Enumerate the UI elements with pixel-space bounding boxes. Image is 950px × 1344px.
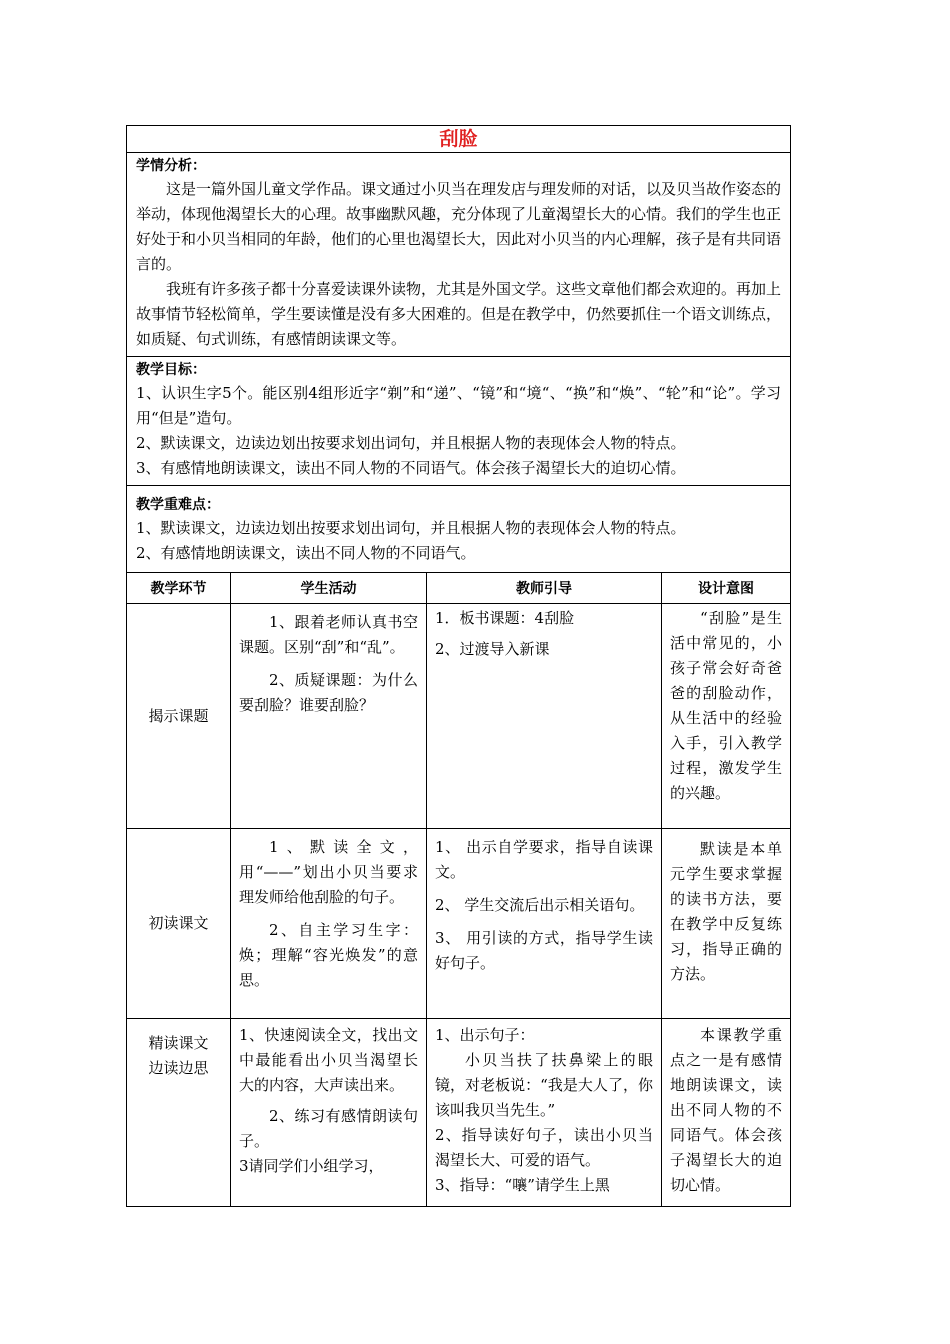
analysis-heading: 学情分析： bbox=[136, 158, 206, 174]
teacher-guide-cell bbox=[427, 1019, 662, 1207]
student-activity-item: 1、默读全文，用“——”划出小贝当要求理发师给他刮脸的句子。 bbox=[239, 838, 418, 906]
stage-cell bbox=[127, 1019, 231, 1207]
teacher-guide-cell bbox=[427, 829, 662, 1019]
goal-item: 3、有感情地朗读课文，读出不同人物的不同语气。体会孩子渴望长大的迫切心情。 bbox=[136, 459, 686, 477]
analysis-paragraph: 我班有许多孩子都十分喜爱读课外读物，尤其是外国文学。这些文章他们都会欢迎的。再加上故事情节轻松简单，学生要读懂是没有多大困难的。但是在教学中，仍然要抓住一个语文训练点，如质疑、句式训练，有感情朗读课文等。 bbox=[136, 280, 782, 348]
analysis-paragraph: 这是一篇外国儿童文学作品。课文通过小贝当在理发店与理发师的对话，以及贝当故作姿态的举动，体现他渴望长大的心理。故事幽默风趣，充分体现了儿童渴望长大的心情。我们的学生也正好处于和小贝当相同的年龄，他们的心里也渴望长大，因此对小贝当的内心理解，孩子是有共同语言的。 bbox=[136, 180, 782, 273]
column-header-teacher: 教师引导 bbox=[427, 573, 662, 604]
teacher-guide-cell bbox=[427, 604, 662, 829]
keypoint-item: 1、默读课文，边读边划出按要求划出词句，并且根据人物的表现体会人物的特点。 bbox=[136, 519, 686, 537]
goal-item: 1、认识生字5个。能区别4组形近字“剃”和“递”、“镜”和“境“、“换”和“焕”、“轮”和“论”。学习用“但是”造句。 bbox=[136, 384, 782, 427]
stage-cell: 初读课文 bbox=[127, 829, 231, 1019]
stage-cell: 揭示课题 bbox=[127, 604, 231, 829]
teacher-guide-item: 小贝当扶了扶鼻梁上的眼镜，对老板说：“我是大人了，你该叫我贝当先生。” bbox=[435, 1051, 653, 1119]
teacher-guide-item: 2、指导读好句子，读出小贝当渴望长大、可爱的语气。 bbox=[435, 1126, 653, 1169]
goals-heading: 教学目标： bbox=[136, 362, 206, 378]
table-row bbox=[127, 604, 791, 829]
student-activity-cell bbox=[231, 829, 427, 1019]
design-intent-cell: “刮脸”是生活中常见的，小孩子常会好奇爸爸的刮脸动作，从生活中的经验入手，引入教学过程，激发学生的兴趣。 bbox=[662, 604, 791, 829]
stage-label-line: 边读边思 bbox=[148, 1059, 209, 1077]
student-activity-cell bbox=[231, 1019, 427, 1207]
teacher-guide-item: 2、 学生交流后出示相关语句。 bbox=[435, 896, 645, 914]
goal-item: 2、默读课文，边读边划出按要求划出词句，并且根据人物的表现体会人物的特点。 bbox=[136, 434, 686, 452]
design-intent-cell: 默读是本单元学生要求掌握的读书方法，要在教学中反复练习，指导正确的方法。 bbox=[662, 829, 791, 1019]
teacher-guide-item: 1、出示句子： bbox=[435, 1026, 535, 1044]
student-activity-item: 2、质疑课题：为什么要刮脸？谁要刮脸？ bbox=[239, 671, 418, 714]
teacher-guide-item: 3、指导：“嚷”请学生上黑 bbox=[435, 1176, 610, 1194]
lesson-plan-table bbox=[126, 125, 791, 1207]
table-row bbox=[127, 1019, 791, 1207]
goals-section bbox=[127, 357, 791, 486]
column-header-intent: 设计意图 bbox=[662, 573, 791, 604]
teacher-guide-item: 2、过渡导入新课 bbox=[435, 640, 550, 658]
teacher-guide-item: 3、 用引读的方式，指导学生读好句子。 bbox=[435, 929, 653, 972]
teacher-guide-item: 1、 出示自学要求，指导自读课文。 bbox=[435, 838, 653, 881]
keypoints-heading: 教学重难点： bbox=[136, 497, 220, 513]
document-title: 刮脸 bbox=[127, 126, 791, 153]
student-activity-item: 2、自主学习生字：焕；理解“容光焕发”的意思。 bbox=[239, 921, 418, 989]
student-activity-item: 1、快速阅读全文，找出文中最能看出小贝当渴望长大的内容，大声读出来。 bbox=[239, 1026, 418, 1094]
student-activity-item: 2、练习有感情朗读句子。 bbox=[239, 1107, 418, 1150]
student-activity-item: 3请同学们小组学习， bbox=[239, 1157, 384, 1175]
column-header-stage: 教学环节 bbox=[127, 573, 231, 604]
teacher-guide-item: 1．板书课题：4刮脸 bbox=[435, 609, 575, 627]
stage-label-line: 精读课文 bbox=[148, 1034, 209, 1052]
design-intent-cell: 本课教学重点之一是有感情地朗读课文，读出不同人物的不同语气。体会孩子渴望长大的迫切心情。 bbox=[662, 1019, 791, 1207]
student-activity-cell bbox=[231, 604, 427, 829]
column-header-student: 学生活动 bbox=[231, 573, 427, 604]
keypoint-item: 2、有感情地朗读课文，读出不同人物的不同语气。 bbox=[136, 544, 476, 562]
lesson-plan-document bbox=[126, 125, 790, 1207]
table-header-row bbox=[127, 573, 791, 604]
analysis-section bbox=[127, 153, 791, 357]
keypoints-section bbox=[127, 486, 791, 573]
table-row bbox=[127, 829, 791, 1019]
student-activity-item: 1、跟着老师认真书空课题。区别“刮”和“乱”。 bbox=[239, 613, 418, 656]
